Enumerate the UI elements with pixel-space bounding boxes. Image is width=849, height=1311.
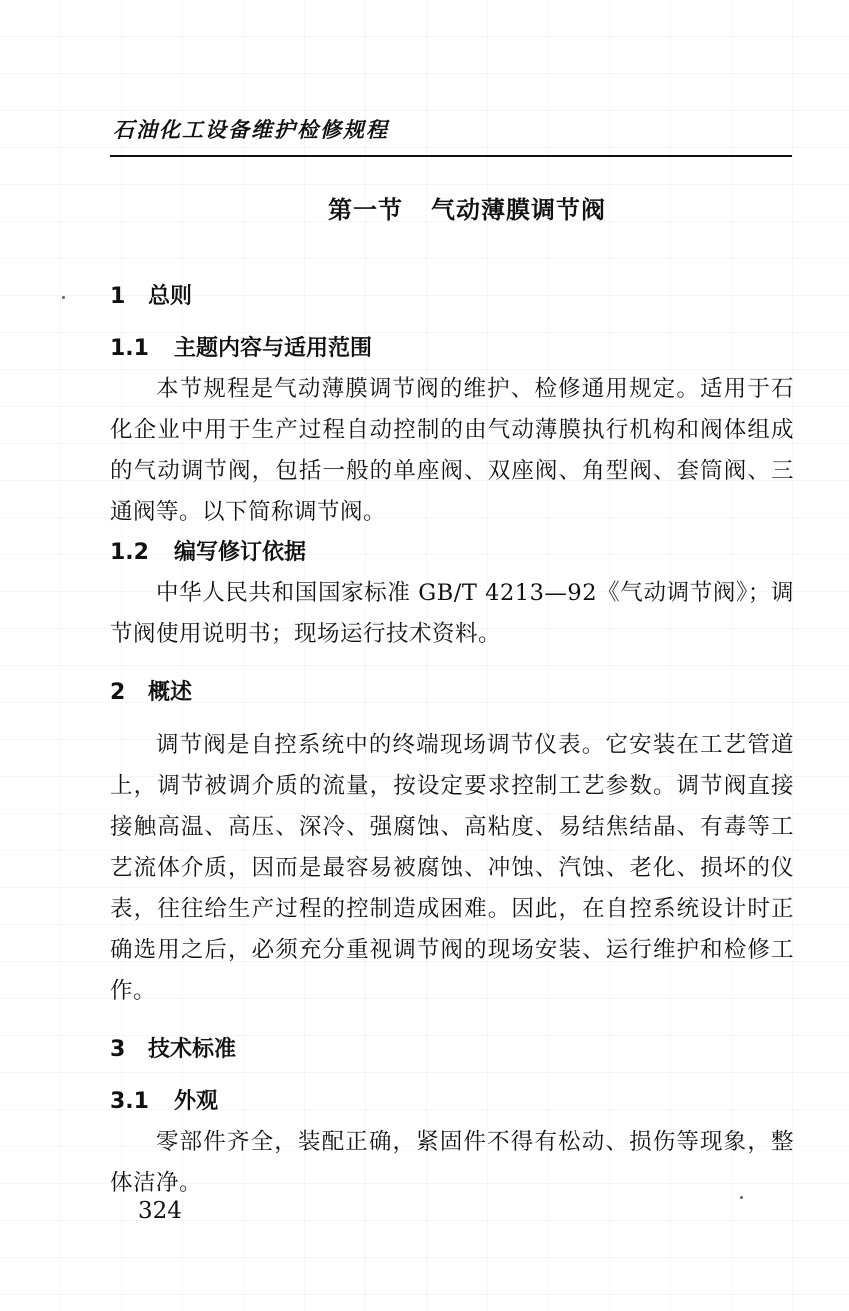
subheading-number: 3.1 bbox=[110, 1089, 149, 1114]
paragraph-appearance: 零部件齐全，装配正确，紧固件不得有松动、损伤等现象，整体洁净。 bbox=[110, 1129, 794, 1196]
heading-text: 技术标准 bbox=[148, 1037, 237, 1062]
spacer bbox=[110, 1012, 794, 1030]
paragraph-basis: 中华人民共和国国家标准 GB/T 4213—92《气动调节阀》；调节阀使用说明书；现场运行技术资料。 bbox=[110, 580, 794, 647]
heading-number: 1 bbox=[110, 284, 126, 309]
heading-general bbox=[110, 277, 794, 329]
heading-text: 总则 bbox=[148, 284, 193, 309]
paragraph-overview: 调节阀是自控系统中的终端现场调节仪表。它安装在工艺管道上，调节被调介质的流量，按设定要求控制工艺参数。调节阀直接接触高温、高压、深冷、强腐蚀、高粘度、易结焦结晶、有毒等工艺流体介质，因而是最容易被腐蚀、冲蚀、汽蚀、老化、损坏的仪表，往往给生产过程的控制造成困难。因此，在自控系统设计时正确选用之后，必须充分重视调节阀的现场安装、运行维护和检修工作。 bbox=[110, 732, 794, 1004]
heading-technical-standards bbox=[110, 1030, 794, 1082]
page-number: 324 bbox=[138, 1198, 182, 1224]
subheading-appearance bbox=[110, 1082, 794, 1122]
heading-number: 2 bbox=[110, 680, 126, 705]
section-name: 气动薄膜调节阀 bbox=[431, 196, 606, 224]
spacer bbox=[110, 655, 794, 673]
scan-speck bbox=[740, 1196, 743, 1199]
subheading-number: 1.1 bbox=[110, 336, 149, 361]
paragraph-scope: 本节规程是气动薄膜调节阀的维护、检修通用规定。适用于石化企业中用于生产过程自动控制的由气动薄膜执行机构和阀体组成的气动调节阀，包括一般的单座阀、双座阀、角型阀、套筒阀、三通阀等。以下简称调节阀。 bbox=[110, 376, 794, 525]
subheading-basis bbox=[110, 533, 794, 573]
subheading-scope bbox=[110, 329, 794, 369]
subheading-text: 外观 bbox=[174, 1089, 219, 1114]
header-rule bbox=[110, 155, 792, 157]
subheading-number: 1.2 bbox=[110, 540, 149, 565]
heading-overview bbox=[110, 673, 794, 725]
subheading-text: 主题内容与适用范围 bbox=[174, 336, 373, 361]
running-header: 石油化工设备维护检修规程 bbox=[113, 117, 389, 142]
page-content bbox=[110, 190, 794, 1204]
subheading-text: 编写修订依据 bbox=[174, 540, 307, 565]
section-number: 第一节 bbox=[328, 196, 403, 224]
heading-number: 3 bbox=[110, 1037, 126, 1062]
scan-speck bbox=[62, 296, 65, 299]
section-title bbox=[110, 190, 794, 225]
heading-text: 概述 bbox=[148, 680, 193, 705]
